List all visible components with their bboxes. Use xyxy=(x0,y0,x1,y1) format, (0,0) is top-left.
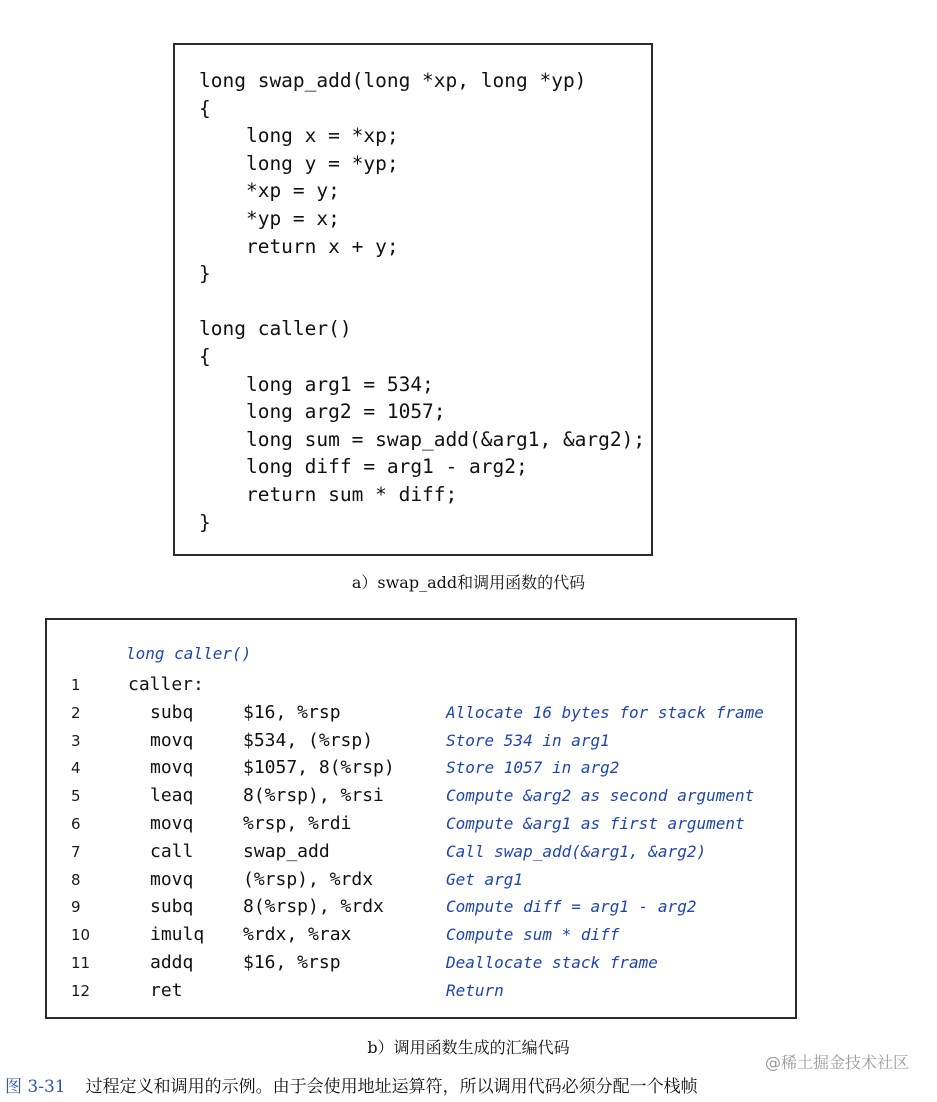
assembly-row xyxy=(47,922,795,948)
code-line: { xyxy=(199,96,211,120)
figure-caption xyxy=(5,1076,698,1098)
assembly-row xyxy=(47,755,795,781)
operands: $16, %rsp xyxy=(243,952,341,973)
assembly-row xyxy=(47,839,795,865)
instruction: imulq xyxy=(150,924,205,946)
code-line: long caller() xyxy=(199,317,352,341)
code-line: return sum * diff; xyxy=(199,483,458,506)
instruction: movq xyxy=(150,757,194,779)
code-line: long swap_add(long *xp, long *yp) xyxy=(199,69,587,92)
code-line: long sum = swap_add(&arg1, &arg2); xyxy=(199,427,646,451)
assembly-row xyxy=(47,783,795,809)
comment: Store 534 in arg1 xyxy=(446,730,610,750)
operands: 8(%rsp), %rsi xyxy=(243,785,384,807)
line-number: 4 xyxy=(71,759,81,778)
comment: Compute &arg1 as first argument xyxy=(446,814,745,833)
comment: Store 1057 in arg2 xyxy=(446,758,620,778)
line-number: 3 xyxy=(71,731,81,750)
comment: Deallocate stack frame xyxy=(446,953,658,972)
instruction: movq xyxy=(150,868,194,890)
assembly-row xyxy=(47,728,795,754)
assembly-header: long caller() xyxy=(126,644,252,663)
line-number: 5 xyxy=(71,787,81,806)
figure-text: 过程定义和调用的示例。由于会使用地址运算符，所以调用代码必须分配一个栈帧 xyxy=(85,1077,698,1097)
operands: $16, %rsp xyxy=(243,701,341,723)
line-number: 1 xyxy=(71,676,81,694)
code-line: *yp = x; xyxy=(199,207,340,230)
code-line: return x + y; xyxy=(199,234,399,258)
assembly-code-box xyxy=(45,618,797,1019)
comment: Get arg1 xyxy=(446,869,524,889)
comment: Call swap_add(&arg1, &arg2) xyxy=(446,841,707,861)
comment: Allocate 16 bytes for stack frame xyxy=(446,702,764,722)
assembly-row xyxy=(47,978,795,1004)
line-number: 8 xyxy=(71,870,81,889)
instruction: movq xyxy=(150,729,194,751)
operands: (%rsp), %rdx xyxy=(243,868,374,890)
comment: Compute sum * diff xyxy=(446,925,620,945)
assembly-row xyxy=(47,894,795,920)
code-line: long x = *xp; xyxy=(199,124,399,148)
code-line: } xyxy=(199,510,211,534)
line-number: 6 xyxy=(71,815,81,833)
instruction: addq xyxy=(150,952,194,973)
operands: 8(%rsp), %rdx xyxy=(243,896,384,918)
instruction: ret xyxy=(150,979,183,1001)
operands: $534, (%rsp) xyxy=(243,729,374,751)
comment: Compute diff = arg1 - arg2 xyxy=(446,897,697,917)
caption-a: a）swap_add和调用函数的代码 xyxy=(351,573,586,592)
assembly-row xyxy=(47,811,795,837)
code-line: long arg2 = 1057; xyxy=(199,400,446,424)
instruction: call xyxy=(150,840,194,862)
code-line: long y = *yp; xyxy=(199,151,399,175)
operands: $1057, 8(%rsp) xyxy=(243,757,395,779)
instruction: leaq xyxy=(150,785,194,807)
assembly-row xyxy=(47,867,795,893)
instruction: subq xyxy=(150,896,194,918)
line-number: 9 xyxy=(71,898,81,917)
assembly-row xyxy=(47,950,795,976)
code-line: *xp = y; xyxy=(199,179,340,203)
instruction: subq xyxy=(150,701,194,723)
line-number: 7 xyxy=(71,842,81,861)
assembly-label: caller: xyxy=(128,674,204,695)
watermark: @稀土掘金技术社区 xyxy=(764,1053,909,1072)
operands: swap_add xyxy=(243,840,330,862)
code-line: long diff = arg1 - arg2; xyxy=(199,455,528,479)
operands: %rsp, %rdi xyxy=(243,813,352,834)
comment: Compute &arg2 as second argument xyxy=(446,786,755,806)
assembly-row xyxy=(47,700,795,726)
line-number: 2 xyxy=(71,703,81,722)
operands: %rdx, %rax xyxy=(243,924,352,946)
caption-b: b）调用函数生成的汇编代码 xyxy=(367,1038,570,1057)
code-line: { xyxy=(199,345,211,368)
code-line: } xyxy=(199,262,211,286)
code-line: long arg1 = 534; xyxy=(199,372,434,396)
line-number: 10 xyxy=(71,926,91,945)
line-number: 11 xyxy=(71,954,91,972)
figure-label: 图 3-31 xyxy=(5,1077,66,1097)
assembly-row xyxy=(47,672,795,698)
c-code-box xyxy=(173,43,653,556)
line-number: 12 xyxy=(71,981,91,1000)
instruction: movq xyxy=(150,813,194,834)
comment: Return xyxy=(446,980,504,1000)
